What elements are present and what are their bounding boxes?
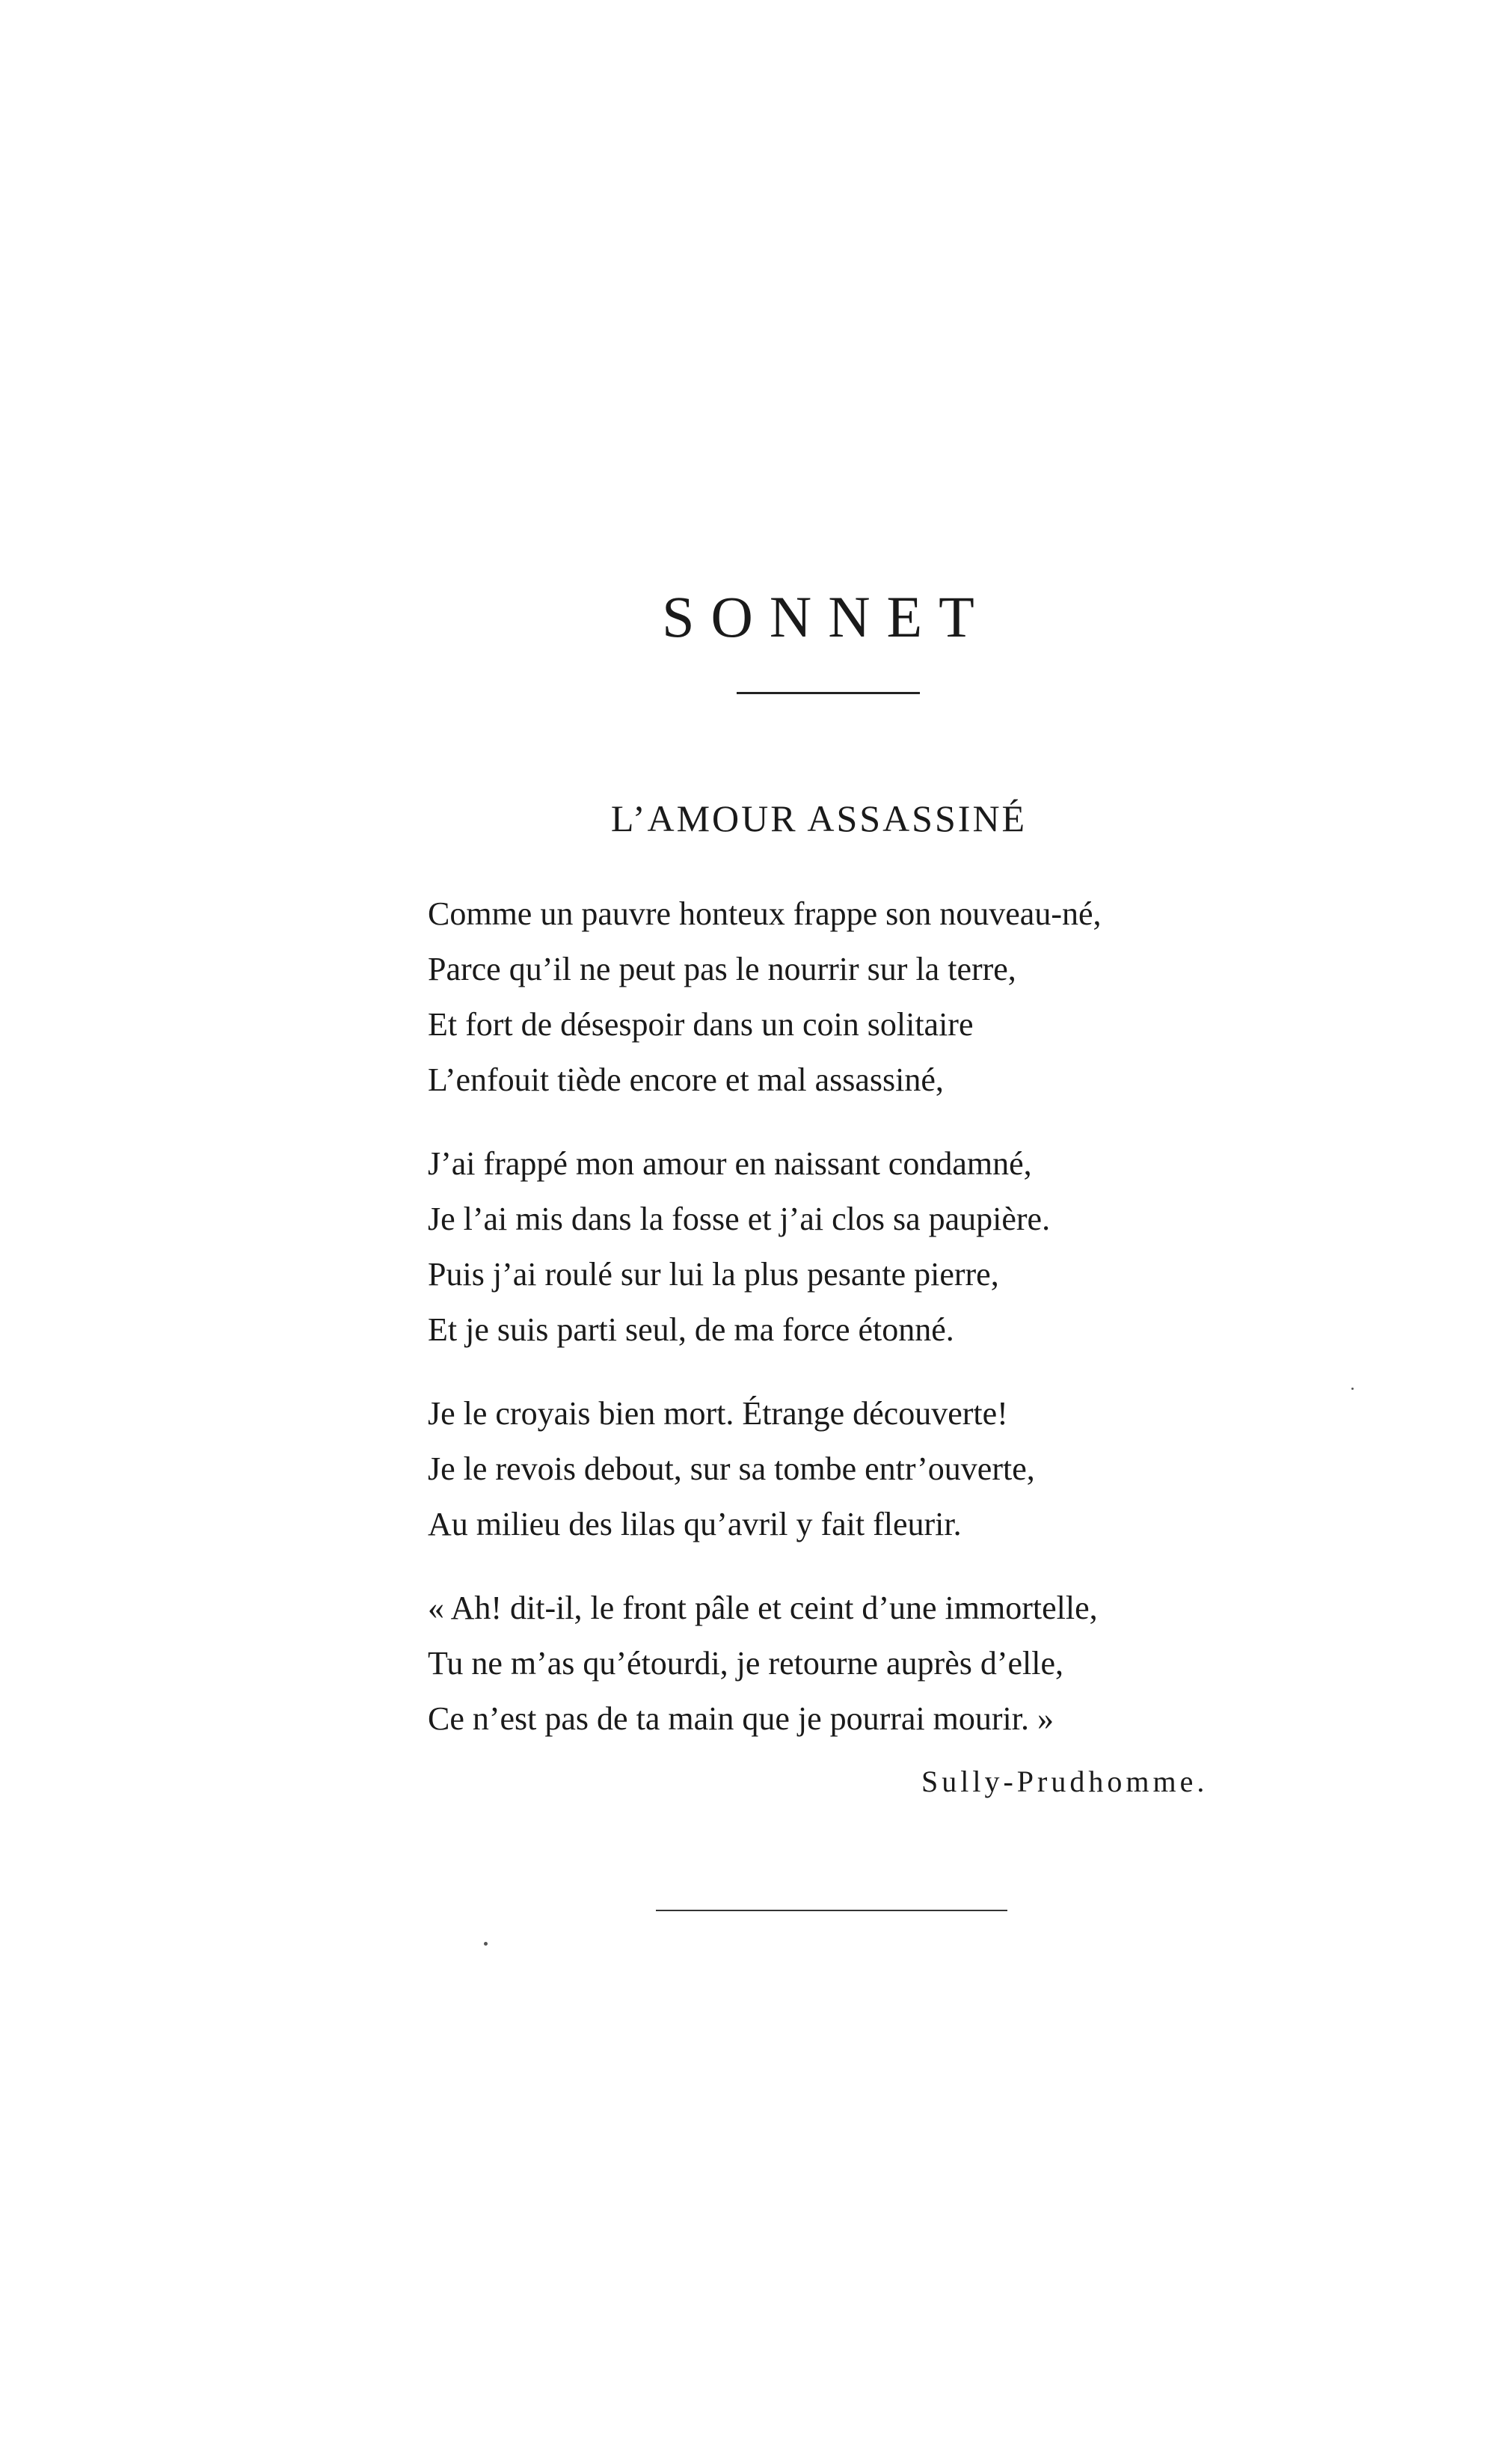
verse-line: « Ah! dit-il, le front pâle et ceint d’une immortelle, [428, 1590, 1098, 1626]
poem-heading: SONNET [662, 584, 991, 649]
verse-line: Je l’ai mis dans la fosse et j’ai clos sa paupière. [428, 1201, 1051, 1237]
stanza [428, 1386, 1250, 1552]
verse-line: Comme un pauvre honteux frappe son nouveau-né, [428, 895, 1102, 932]
heading-divider [737, 692, 920, 694]
verse-line: Parce qu’il ne peut pas le nourrir sur la terre, [428, 951, 1016, 987]
verse-line: L’enfouit tiède encore et mal assassiné, [428, 1061, 944, 1098]
verse-line: Puis j’ai roulé sur lui la plus pesante pierre, [428, 1256, 999, 1293]
verse-line: Et fort de désespoir dans un coin solitaire [428, 1006, 974, 1043]
verse-line: Et je suis parti seul, de ma force étonné. [428, 1311, 954, 1348]
verse-line: Ce n’est pas de ta main que je pourrai mourir. » [428, 1700, 1054, 1737]
stanza [428, 1136, 1250, 1358]
verse-line: J’ai frappé mon amour en naissant condamné, [428, 1145, 1032, 1182]
poem-body [428, 886, 1250, 1775]
ink-speck [484, 1942, 488, 1946]
verse-line: Au milieu des lilas qu’avril y fait fleurir. [428, 1506, 962, 1542]
ink-speck [1351, 1388, 1354, 1390]
verse-line: Tu ne m’as qu’étourdi, je retourne auprès d’elle, [428, 1645, 1064, 1682]
stanza [428, 886, 1250, 1108]
poem-title: L’AMOUR ASSASSINÉ [610, 797, 1028, 839]
author-signature: Sully-Prudhomme. [921, 1765, 1209, 1798]
stanza [428, 1581, 1250, 1747]
end-divider [656, 1910, 1007, 1911]
verse-line: Je le croyais bien mort. Étrange découverte! [428, 1395, 1008, 1432]
verse-line: Je le revois debout, sur sa tombe entr’ouverte, [428, 1450, 1035, 1487]
